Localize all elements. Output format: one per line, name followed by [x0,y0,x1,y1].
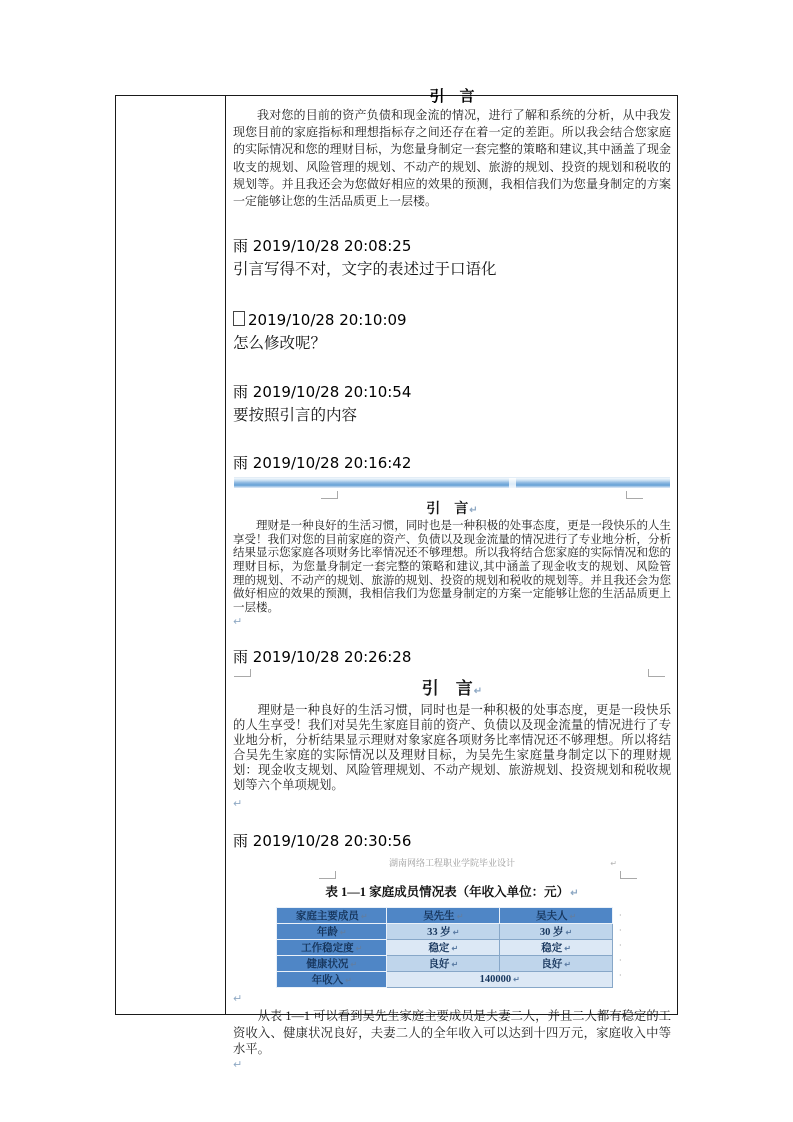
family-members-table [276,907,613,988]
timestamp: 2019/10/28 20:16:42 [252,454,412,473]
return-mark: ↵ [565,928,573,938]
table-row [277,956,613,972]
blue-titlebar-sliver [234,477,670,488]
top-excerpt-paragraph: 我对您的目前的资产负债和现金流的情况，进行了解和系统的分析，从中我发现您目前的家庭指标和理想指标存之间还存在着一定的差距。所以我会结合您家庭的实际情况和您的理财目标，为您量身制定一套完整的策略和建议,其中涵盖了现金收支的规划、风险管理的规划、不动产的规划、旅游的规划、投资的规划和税收的规划等。并且我还会为您做好相应的效果的预测，我相信我们为您量身制定的方案一定能够让您的生活品质更上一层楼。 [233,108,671,209]
return-mark: ↵ [570,888,579,900]
return-mark: ↵ [350,960,358,970]
cell-value: 33 岁 [427,927,451,939]
table-row [277,940,613,956]
table-row [277,924,613,940]
message-1-header [233,236,671,256]
cell-value: 140000 [479,974,512,986]
row-label: 健康状况 [306,959,349,971]
sender-name: 雨 [233,383,249,402]
table-row [277,972,613,988]
page-corner-marks [233,491,671,499]
sender-name: 雨 [233,237,249,256]
empty-paragraph-mark: ↵ [233,1057,243,1071]
return-mark: ↵ [469,505,478,517]
doc2-paragraph: 理财是一种良好的生活习惯，同时也是一种积极的处事态度，更是一段快乐的人生享受！我们对吴先生家庭目前的资产、负债以及现金流量的情况进行了专业地分析，分析结果显示理财对象家庭各项财务比率情况还不够理想。所以将结合吴先生家庭的实际情况以及理财目标，为吴先生家庭量身制定以下的理财规划：现金收支规划、风险管理规划、不动产规划、旅游规划、投资规划和税收规划等六个单项规划。 [233,703,671,793]
return-mark: ↵ [360,912,368,922]
cell-value: 30 岁 [539,927,564,939]
return-mark: ↵ [452,928,460,938]
return-mark: ↵ [456,912,464,922]
return-mark: ↵ [473,686,483,698]
empty-paragraph-mark: ↵ [233,797,243,811]
row-label: 年收入 [311,975,344,987]
table-analysis-paragraph: 从表 1—1 可以看到吴先生家庭主要成员是夫妻二人，并且二人都有稳定的工资收入、健康状况良好，夫妻二人的全年收入可以达到十四万元，家庭收入中等水平。 [233,1009,671,1057]
empty-paragraph-mark: ↵ [233,992,243,1006]
timestamp: 2019/10/28 20:26:28 [252,648,412,667]
table-title: 表 1—1 家庭成员情况表（年收入单位：元）↵ [325,885,579,900]
host-document-table [115,89,678,1071]
cell-value: 良好 [428,959,450,971]
clipped-heading [233,89,671,105]
clipped-heading-text: 引 言 [429,89,475,105]
return-mark: ↵ [451,944,459,954]
message-3-text: 要按照引言的内容 [233,407,358,425]
cell-value: 良好 [541,959,563,971]
corner-mark-right [626,491,643,499]
empty-left-column [116,96,226,1014]
empty-paragraph-mark: ↵ [233,615,243,629]
return-mark: ↵ [569,912,577,922]
message-1-text: 引言写得不对，文字的表述过于口语化 [233,261,497,279]
message-2-header [233,310,671,330]
watermark-line [233,857,671,869]
sender-name: 雨 [233,832,249,851]
return-mark: ↵ [610,859,617,869]
corner-mark-left [234,669,251,677]
family-table-wrapper [233,907,671,988]
return-mark: ↵ [564,944,571,954]
cell-value: 稳定 [428,943,450,955]
watermark-text: 湖南网络工程职业学院毕业设计 [388,858,515,869]
doc1-paragraph: 理财是一种良好的生活习惯，同时也是一种积极的处事态度，更是一段快乐的人生享受！我们对您的目前家庭的资产、负债以及现金流量的情况进行了专业地分析，分析结果显示您家庭各项财务比率情况还不够理想。所以我将结合您家庭的实际情况和您的理财目标，为您量身制定一套完整的策略和建议,其中涵盖了现金收支的规划、风险管理的规划、不动产的规划、旅游的规划、投资的规划和税收的规划等。并且我还会为您做好相应的效果的预测，我相信我们为您量身制定的方案一定能够让您的生活品质更上一层楼。 [233,520,671,614]
sender-name: 雨 [233,648,249,667]
row-label: 年龄 [316,927,338,939]
page-corner-marks [233,669,671,677]
corner-mark-left [319,871,336,879]
timestamp: 2019/10/28 20:08:25 [252,237,412,256]
message-2-text: 怎么修改呢？ [233,335,327,353]
timestamp: 2019/10/28 20:30:56 [252,832,412,851]
sender-name: 雨 [233,454,249,473]
message-4-header [233,453,671,473]
message-6-header [233,831,671,851]
header-cell: 吴夫人 [535,911,568,923]
return-mark: ↵ [513,975,520,985]
header-cell: 家庭主要成员 [295,911,359,923]
corner-mark-left [321,491,338,499]
return-mark: ↵ [339,928,347,938]
timestamp: 2019/10/28 20:10:54 [252,383,412,402]
return-mark: ↵ [564,960,571,970]
timestamp: 2019/10/28 20:10:09 [248,311,407,330]
cell-value: 稳定 [541,943,563,955]
page-corner-marks [233,871,671,879]
corner-mark-right [620,871,637,879]
header-cell: 吴先生 [423,911,455,923]
return-mark: ↵ [345,976,352,986]
titlebar-gap [509,478,516,488]
row-label: 工作稳定度 [301,943,354,955]
missing-glyph-box-icon [233,311,245,326]
corner-mark-right [648,669,665,677]
table-row [277,908,613,924]
row-end-marks: · · · · · [619,911,622,980]
chat-content-column [226,89,677,1071]
message-3-header [233,382,671,402]
message-5-header [233,647,671,667]
doc2-heading: 引 言↵ [421,679,483,699]
return-mark: ↵ [451,960,459,970]
return-mark: ↵ [355,944,363,954]
doc1-heading: 引 言↵ [426,502,478,518]
